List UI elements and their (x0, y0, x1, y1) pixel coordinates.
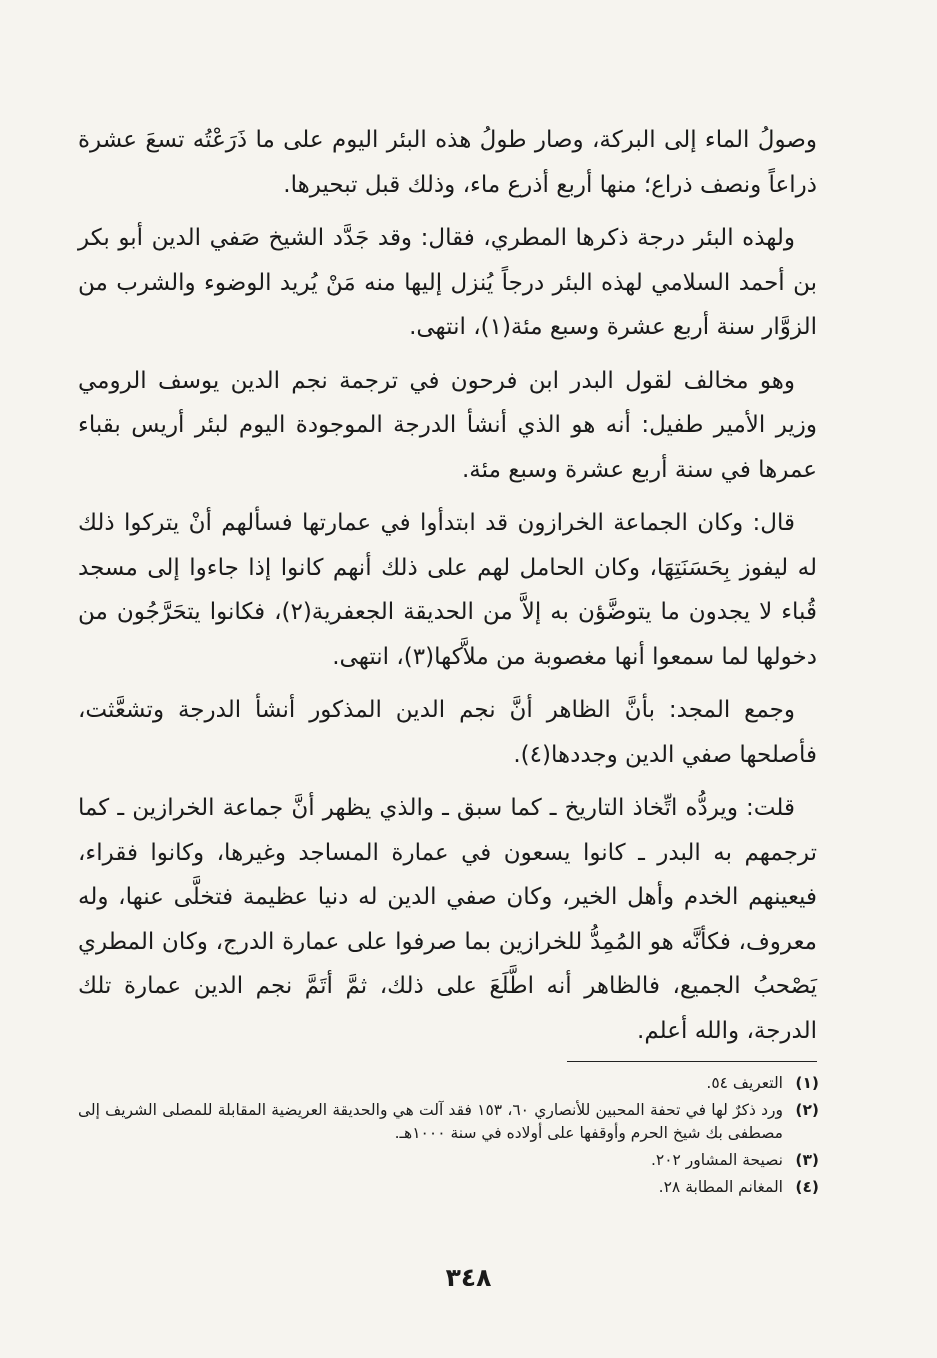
footnote-divider (567, 1061, 817, 1062)
footnote-item (78, 1099, 819, 1145)
footnote-number: (٢) (795, 1101, 819, 1119)
paragraph-3: وهو مخالف لقول البدر ابن فرحون في ترجمة نجم الدين يوسف الرومي وزير الأمير طفيل: أنه هو الذي أنشأ الدرجة الموجودة اليوم لبئر أريس بقباء عمرها في سنة أربع عشرة وسبع مئة. (78, 367, 817, 483)
footnote-text: التعريف ٥٤. (706, 1074, 783, 1092)
page-number: ٣٤٨ (445, 1263, 492, 1292)
paragraph-5: وجمع المجد: بأنَّ الظاهر أنَّ نجم الدين المذكور أنشأ الدرجة وتشعَّثت، فأصلحها صفي الدين وجددها(٤). (78, 697, 817, 768)
footnote-number: (٣) (795, 1151, 819, 1169)
paragraph-2: ولهذه البئر درجة ذكرها المطري، فقال: وقد جَدَّد الشيخ صَفي الدين أبو بكر بن أحمد السلامي لهذه البئر درجاً يُنزل إليها منه مَنْ يُريد الوضوء والشرب من الزوَّار سنة أربع عشرة وسبع مئة(١)، انتهى. (78, 225, 817, 340)
footnote-number: (٤) (795, 1178, 819, 1196)
footnote-item (78, 1149, 819, 1172)
main-text (78, 118, 817, 1062)
paragraph-4: قال: وكان الجماعة الخرازون قد ابتدأوا في عمارتها فسألهم أنْ يتركوا ذلك له ليفوز بِحَسَنَتِهَا، وكان الحامل لهم على ذلك أنهم كانوا إذا جاءوا إلى مسجد قُباء لا يجدون ما يتوضَّؤن به إلاَّ من الحديقة الجعفرية(٢)، فكانوا يتحَرَّجُون من دخولها لما سمعوا أنها مغصوبة من ملاَّكها(٣)، انتهى. (78, 510, 817, 670)
footnote-text: المغانم المطابة ٢٨. (658, 1178, 783, 1196)
paragraph-6: قلت: ويردُّه اتِّخاذ التاريخ ـ كما سبق ـ والذي يظهر أنَّ جماعة الخرازين ـ كما ترجمهم به البدر ـ كانوا يسعون في عمارة المساجد وغيرها، وكانوا فقراء، فيعينهم الخدم وأهل الخير، وكان صفي الدين له دنيا عظيمة فتخلَّى عنها، وله معروف، فكأنَّه هو المُمِدُّ للخرازين بما صرفوا على عمارة الدرج، وكان المطري يَصْحبُ الجميع، فالظاهر أنه اطَّلَعَ على ذلك، ثمَّ أتَمَّ نجم الدين عمارة تلك الدرجة، والله أعلم. (78, 795, 817, 1044)
footnotes (78, 1072, 819, 1203)
footnote-item (78, 1072, 819, 1095)
paragraph-1: وصولُ الماء إلى البركة، وصار طولُ هذه البئر اليوم على ما ذَرَعْتُه تسعَ عشرة ذراعاً ونصف ذراع؛ منها أربع أذرع ماء، وذلك قبل تبحيرها. (78, 127, 817, 198)
footnote-text: نصيحة المشاور ٢٠٢. (650, 1151, 783, 1169)
footnote-item (78, 1176, 819, 1199)
footnote-number: (١) (795, 1074, 819, 1092)
footnote-text: ورد ذكرٌ لها في تحفة المحبين للأنصاري ٦٠، ١٥٣ فقد آلت هي والحديقة العريضية المقابلة للمصلى الشريف إلى مصطفى بك شيخ الحرم وأوقفها على أولاده في سنة ١٠٠٠هـ. (78, 1101, 783, 1142)
